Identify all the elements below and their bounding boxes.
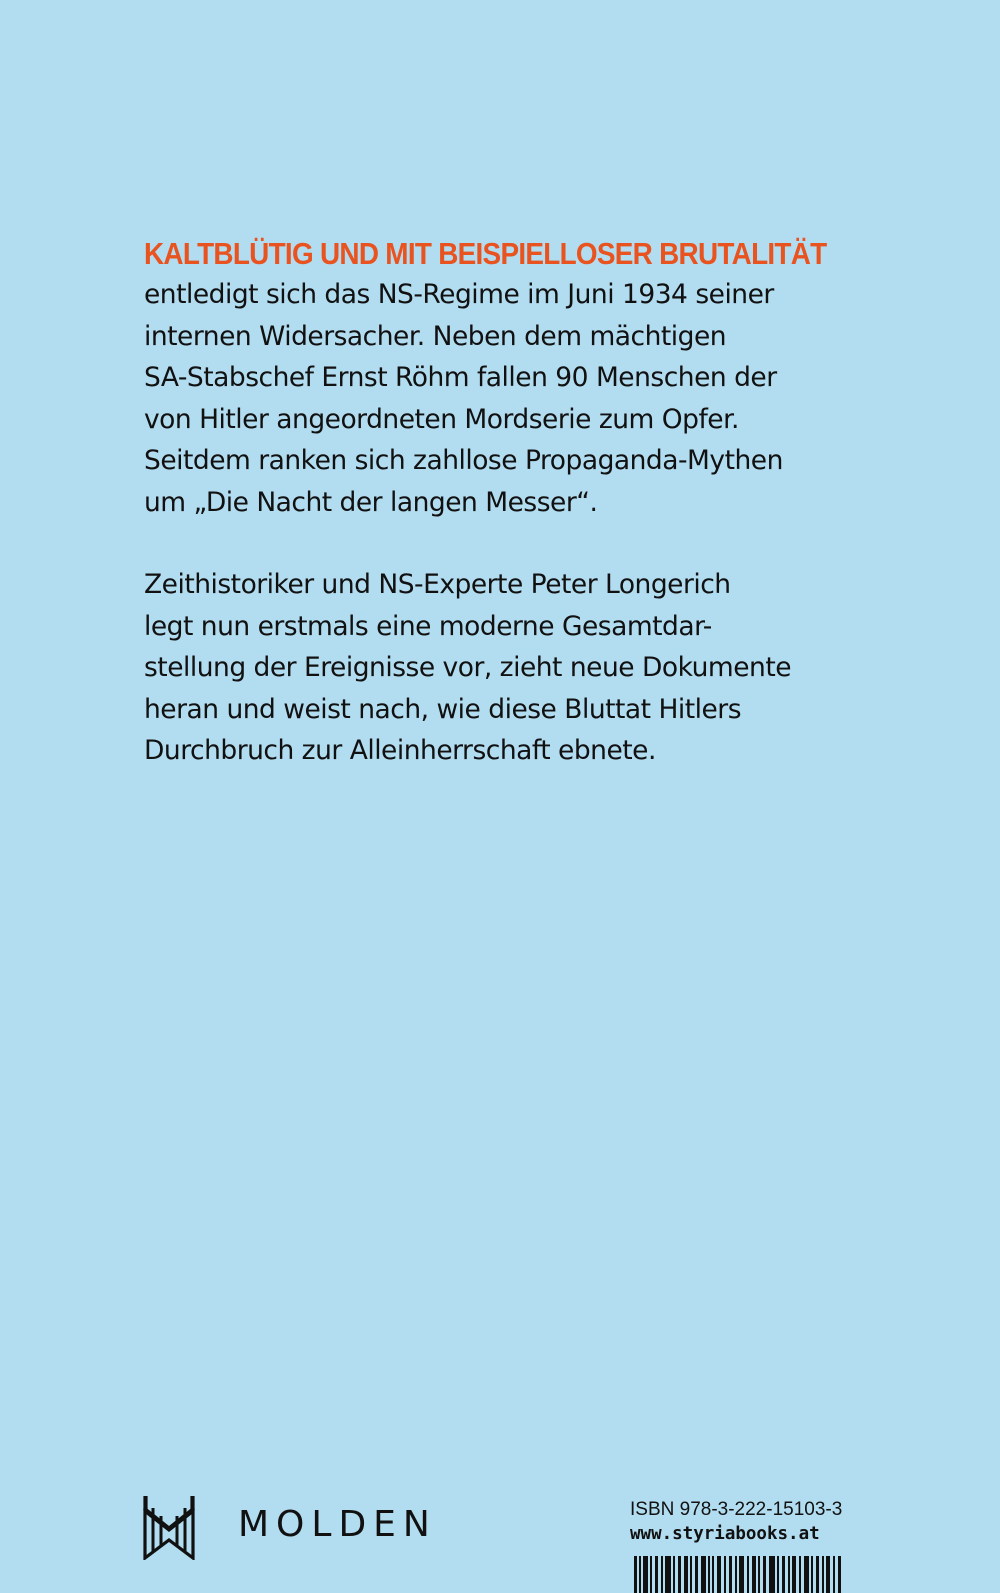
paragraph-1-line: um „Die Nacht der langen Messer“. [144, 486, 598, 518]
barcode-icon [634, 1556, 844, 1593]
back-cover-text [144, 232, 864, 772]
paragraph-2-line: Zeithistoriker und NS-Experte Peter Longerich [144, 569, 731, 600]
paragraph-2-line: legt nun erstmals eine moderne Gesamtdar- [144, 610, 712, 642]
paragraph-1-line: SA-Stabschef Ernst Röhm fallen 90 Menschen der [144, 362, 777, 393]
paragraph-1 [144, 274, 864, 523]
isbn-block [630, 1498, 855, 1546]
headline: KALTBLÜTIG UND MIT BEISPIELLOSER BRUTALITÄT [144, 236, 827, 271]
publisher-logo-icon [142, 1494, 196, 1560]
paragraph-1-line: entledigt sich das NS-Regime im Juni 1934 seiner [144, 279, 774, 310]
paragraph-2-line: Durchbruch zur Alleinherrschaft ebnete. [144, 735, 656, 766]
paragraph-2-line: heran und weist nach, wie diese Bluttat Hitlers [144, 693, 741, 725]
publisher-name: MOLDEN [238, 1504, 437, 1545]
paragraph-2-line: stellung der Ereignisse vor, zieht neue Dokumente [144, 652, 792, 683]
paragraph-2 [144, 564, 864, 772]
isbn: ISBN 978-3-222-15103-3 [630, 1499, 843, 1520]
website: www.styriabooks.at [630, 1524, 820, 1544]
paragraph-1-line: internen Widersacher. Neben dem mächtigen [144, 320, 727, 352]
paragraph-1-line: von Hitler angeordneten Mordserie zum Opfer. [144, 403, 739, 435]
paragraph-1-line: Seitdem ranken sich zahllose Propaganda-Mythen [144, 445, 783, 476]
